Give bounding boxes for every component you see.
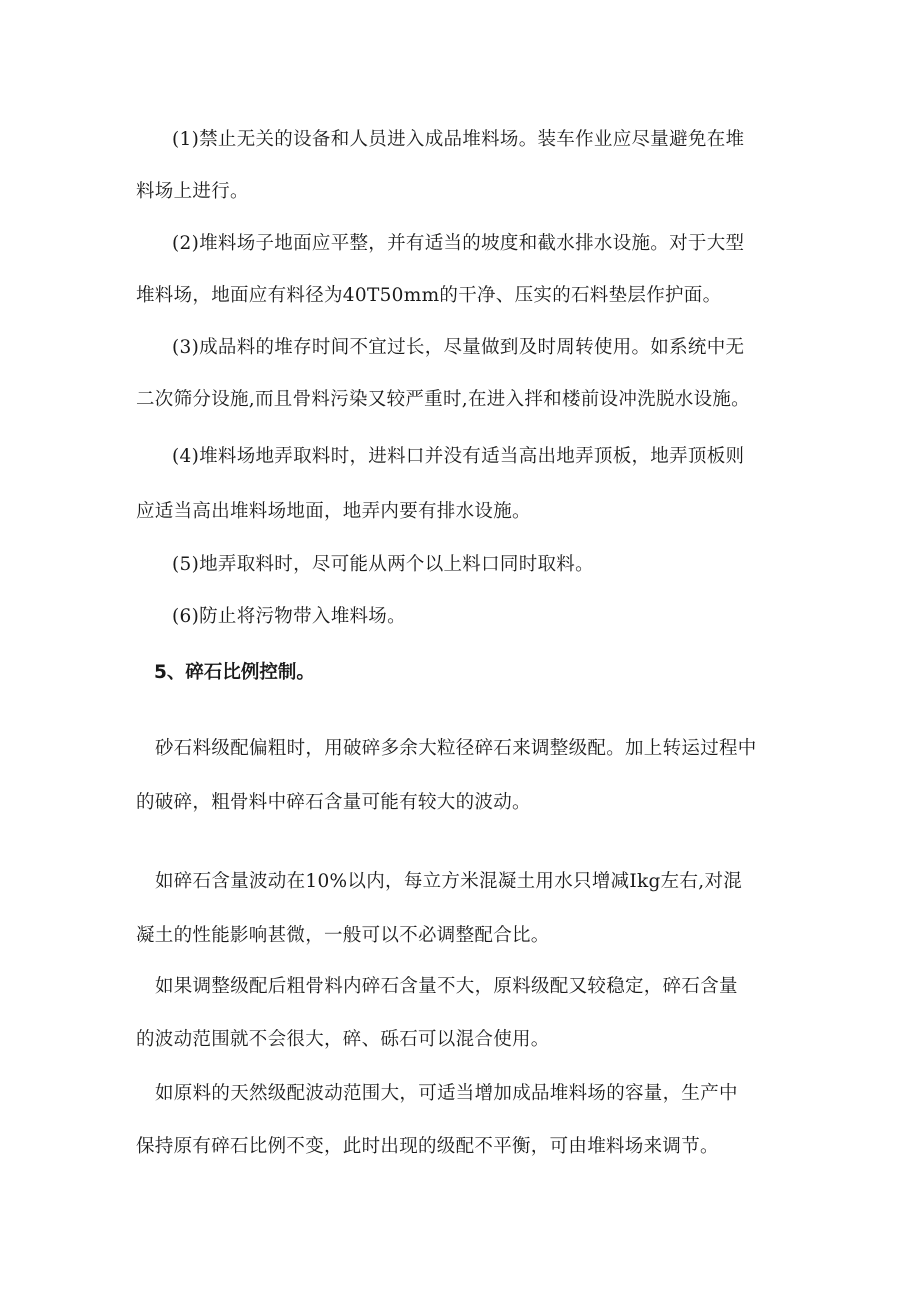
list-item-4-line-2: 应适当高出堆料场地面，地弄内要有排水设施。 — [136, 501, 531, 522]
list-item-2-line-2: 堆料场，地面应有料径为40T50mm的干净、压实的石料垫层作护面。 — [136, 285, 722, 306]
list-item-5: (5)地弄取料时，尽可能从两个以上料口同时取料。 — [172, 554, 594, 575]
list-item-1-line-1: (1)禁止无关的设备和人员进入成品堆料场。装车作业应尽量避免在堆 — [172, 129, 745, 150]
paragraph-2-line-1: 如碎石含量波动在10%以内，每立方米混凝土用水只增减Ikg左右,对混 — [155, 871, 743, 892]
paragraph-4-line-1: 如原料的天然级配波动范围大，可适当增加成品堆料场的容量，生产中 — [155, 1083, 738, 1104]
paragraph-3-line-1: 如果调整级配后粗骨料内碎石含量不大，原料级配又较稳定，碎石含量 — [155, 976, 738, 997]
paragraph-1-line-1: 砂石料级配偏粗时，用破碎多余大粒径碎石来调整级配。加上转运过程中 — [155, 738, 757, 759]
paragraph-1-line-2: 的破碎，粗骨料中碎石含量可能有较大的波动。 — [136, 792, 531, 813]
list-item-6: (6)防止将污物带入堆料场。 — [172, 606, 406, 627]
section-heading: 5、碎石比例控制。 — [154, 662, 315, 683]
paragraph-2-line-2: 凝土的性能影响甚微，一般可以不必调整配合比。 — [136, 925, 550, 946]
paragraph-3-line-2: 的波动范围就不会很大，碎、砾石可以混合使用。 — [136, 1029, 550, 1050]
list-item-3-line-1: (3)成品料的堆存时间不宜过长，尽量做到及时周转使用。如系统中无 — [172, 337, 745, 358]
list-item-1-line-2: 料场上进行。 — [136, 181, 249, 202]
list-item-2-line-1: (2)堆料场子地面应平整，并有适当的坡度和截水排水设施。对于大型 — [172, 233, 745, 254]
paragraph-4-line-2: 保持原有碎石比例不变，此时出现的级配不平衡，可由堆料场来调节。 — [136, 1136, 719, 1157]
list-item-4-line-1: (4)堆料场地弄取料时，进料口并没有适当高出地弄顶板，地弄顶板则 — [172, 446, 745, 467]
list-item-3-line-2: 二次筛分设施,而且骨料污染又较严重时,在进入拌和楼前设冲洗脱水设施。 — [136, 389, 750, 410]
